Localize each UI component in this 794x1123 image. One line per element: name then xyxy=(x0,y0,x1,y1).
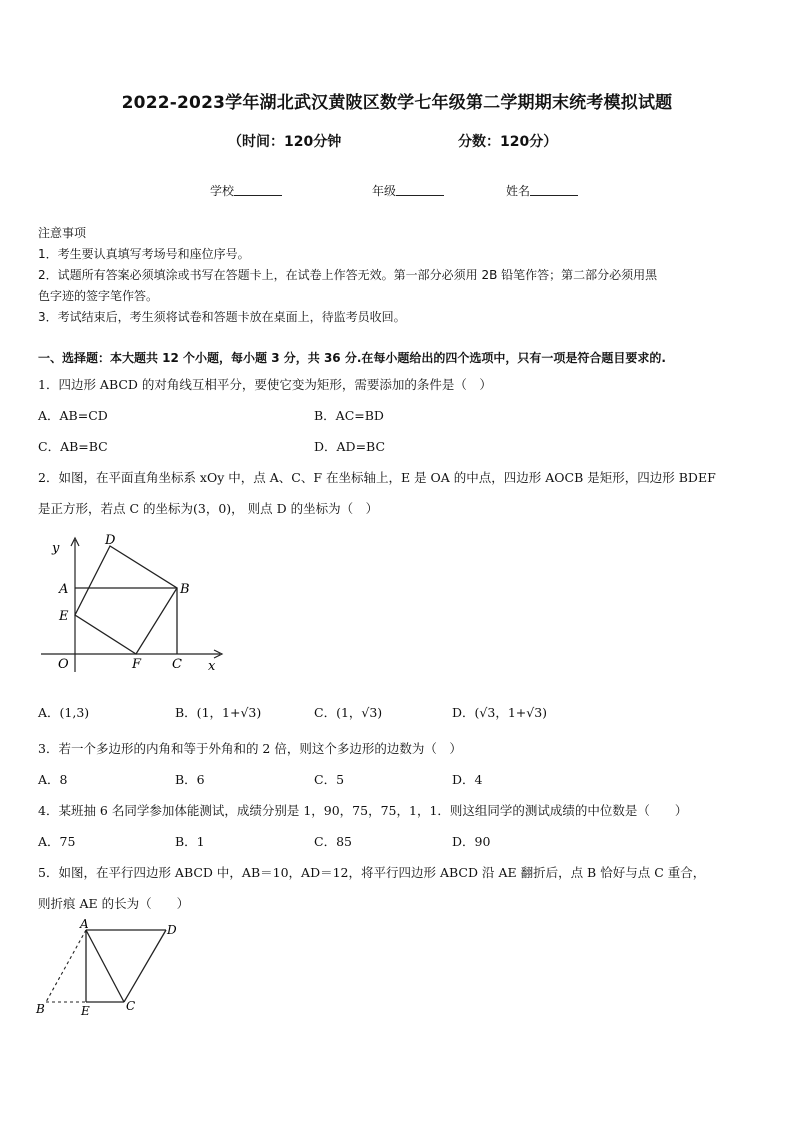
q3-option-a[interactable]: A．8 xyxy=(38,772,68,787)
grade-label: 年级 xyxy=(372,184,397,198)
q2-option-d[interactable]: D．(√3，1+√3) xyxy=(452,705,548,720)
q1-option-c[interactable]: C．AB=BC xyxy=(38,439,108,454)
q4-option-c[interactable]: C．85 xyxy=(314,834,352,849)
q1-option-b[interactable]: B．AC=BD xyxy=(314,408,384,423)
grade-field xyxy=(372,182,444,199)
name-label: 姓名 xyxy=(506,184,531,198)
q2-figure xyxy=(36,532,236,677)
exam-time: （时间：120分钟 xyxy=(228,134,342,150)
question-5-stem-cont: 则折痕 AE 的长为（ ） xyxy=(38,896,190,911)
q3-option-d[interactable]: D．4 xyxy=(452,772,483,787)
segment-dc xyxy=(124,930,166,1002)
label-x: x xyxy=(208,659,216,674)
name-field xyxy=(506,182,578,199)
q4-option-b[interactable]: B．1 xyxy=(175,834,205,849)
note-item: 3．考试结束后，考生须将试卷和答题卡放在桌面上，待监考员收回。 xyxy=(38,310,406,324)
label-y: y xyxy=(52,541,60,556)
q1-option-d[interactable]: D．AD=BC xyxy=(314,439,386,454)
label-o: O xyxy=(58,657,69,672)
name-blank[interactable] xyxy=(530,183,578,196)
label-c: C xyxy=(126,999,136,1013)
school-blank[interactable] xyxy=(234,183,282,196)
question-3-stem: 3．若一个多边形的内角和等于外角和的 2 倍，则这个多边形的边数为（ ） xyxy=(38,741,462,756)
label-d: D xyxy=(167,923,177,937)
page-title: 2022-2023学年湖北武汉黄陂区数学七年级第二学期期末统考模拟试题 xyxy=(121,93,673,113)
segment-ab-folded xyxy=(46,930,86,1002)
q2-option-b[interactable]: B．(1，1+√3) xyxy=(175,705,262,720)
note-item: 色字迹的签字笔作答。 xyxy=(38,289,159,303)
q5-figure xyxy=(34,918,184,1018)
q4-option-d[interactable]: D．90 xyxy=(452,834,491,849)
q3-option-c[interactable]: C．5 xyxy=(314,772,345,787)
exam-score: 分数：120分） xyxy=(458,134,558,150)
label-f: F xyxy=(132,657,142,672)
label-e: E xyxy=(81,1004,90,1018)
q1-option-a[interactable]: A．AB=CD xyxy=(38,408,108,423)
question-4-stem: 4．某班抽 6 名同学参加体能测试，成绩分别是 1，90，75，75，1，1．则这组同学的测试成绩的中位数是（ ） xyxy=(38,803,688,818)
note-item: 2．试题所有答案必须填涂或书写在答题卡上，在试卷上作答无效。第一部分必须用 2B 铅笔作答；第二部分必须用黑 xyxy=(38,268,658,282)
label-c: C xyxy=(172,657,182,672)
question-5-stem: 5．如图，在平行四边形 ABCD 中，AB＝10，AD＝12，将平行四边形 ABCD 沿 AE 翻折后，点 B 恰好与点 C 重合， xyxy=(38,865,706,880)
label-b: B xyxy=(36,1002,45,1016)
school-label: 学校 xyxy=(210,184,235,198)
square-bdef xyxy=(75,546,177,654)
question-1-stem: 1．四边形 ABCD 的对角线互相平分，要使它变为矩形，需要添加的条件是（ ） xyxy=(38,377,492,392)
segment-ac xyxy=(86,930,124,1002)
label-a: A xyxy=(80,918,89,931)
label-e: E xyxy=(59,609,69,624)
section-heading: 一、选择题：本大题共 12 个小题，每小题 3 分，共 36 分.在每小题给出的四个选项中，只有一项是符合题目要求的. xyxy=(38,351,666,365)
grade-blank[interactable] xyxy=(396,183,444,196)
label-a: A xyxy=(59,582,69,597)
q2-option-a[interactable]: A．(1,3) xyxy=(38,705,90,720)
note-item: 1．考生要认真填写考场号和座位序号。 xyxy=(38,247,250,261)
q4-option-a[interactable]: A．75 xyxy=(38,834,76,849)
school-field xyxy=(210,182,282,199)
q2-option-c[interactable]: C．(1，√3) xyxy=(314,705,383,720)
label-d: D xyxy=(105,533,116,548)
q3-option-b[interactable]: B．6 xyxy=(175,772,205,787)
question-2-stem-cont: 是正方形，若点 C 的坐标为(3，0)， 则点 D 的坐标为（ ） xyxy=(38,501,379,516)
question-2-stem: 2．如图，在平面直角坐标系 xOy 中，点 A、C、F 在坐标轴上，E 是 OA 的中点，四边形 AOCB 是矩形，四边形 BDEF xyxy=(38,470,716,485)
notes-heading: 注意事项 xyxy=(38,226,87,240)
label-b: B xyxy=(180,582,190,597)
